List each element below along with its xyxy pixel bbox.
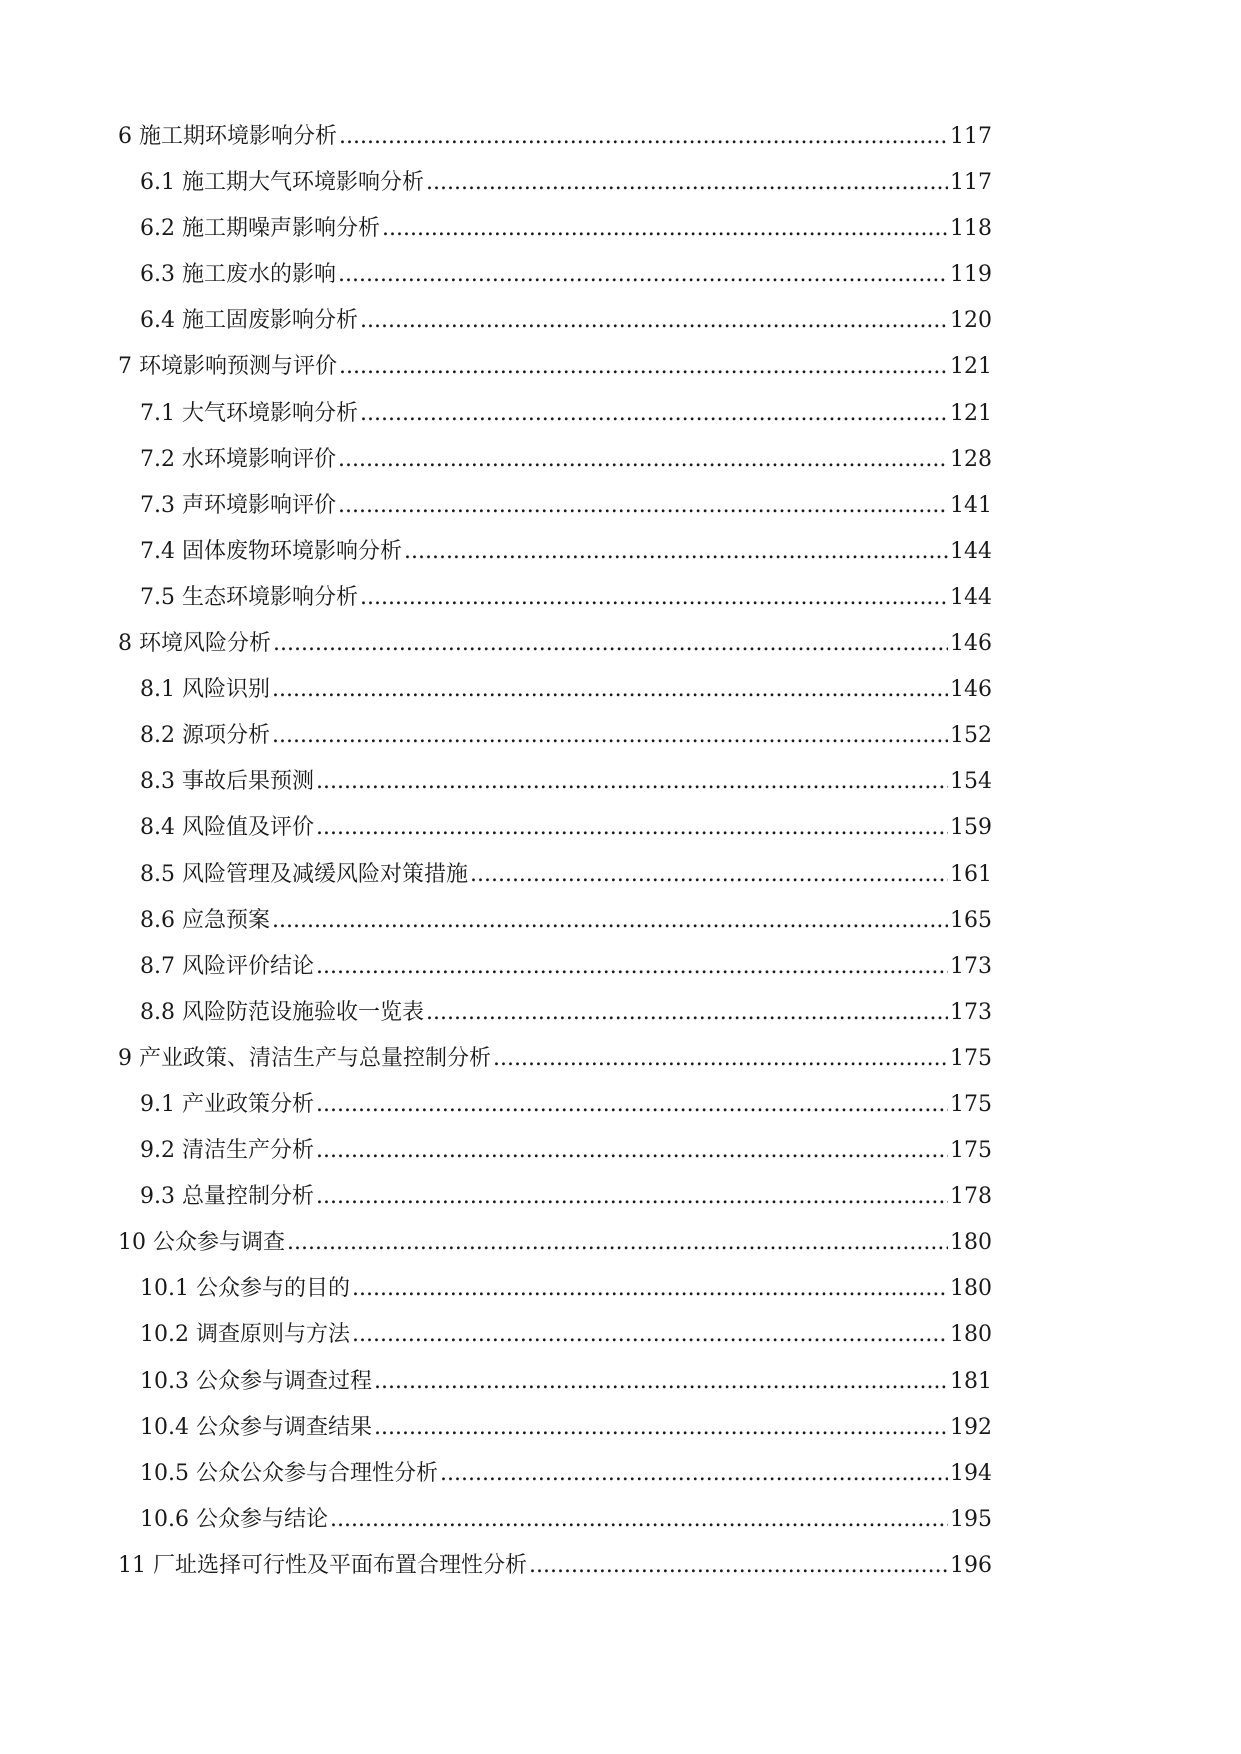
toc-dot-leader	[316, 1140, 948, 1162]
toc-chapter-entry[interactable]	[118, 633, 992, 679]
toc-dot-leader	[339, 126, 948, 148]
toc-dot-leader	[272, 910, 948, 932]
toc-dot-leader	[330, 1509, 948, 1531]
toc-section-entry[interactable]	[118, 1506, 992, 1555]
toc-entry-page-number: 144	[950, 584, 992, 610]
toc-section-entry[interactable]	[118, 446, 992, 495]
toc-chapter-entry[interactable]	[118, 1552, 992, 1601]
toc-section-entry[interactable]	[118, 264, 992, 310]
toc-section-entry[interactable]	[118, 817, 992, 863]
toc-entry-page-number: 194	[950, 1460, 992, 1486]
toc-section-entry[interactable]	[118, 310, 992, 356]
toc-entry-label: 10 公众参与调查	[118, 1230, 285, 1256]
toc-entry-label: 11 厂址选择可行性及平面布置合理性分析	[118, 1552, 527, 1578]
toc-dot-leader	[470, 864, 948, 886]
toc-dot-leader	[316, 1094, 948, 1116]
toc-dot-leader	[360, 587, 948, 609]
toc-entry-page-number: 121	[950, 354, 992, 380]
toc-dot-leader	[338, 264, 948, 286]
toc-entry-label: 10.2 调查原则与方法	[140, 1322, 350, 1348]
toc-section-entry[interactable]	[118, 400, 992, 449]
toc-entry-page-number: 196	[950, 1552, 992, 1578]
toc-entry-page-number: 121	[950, 400, 992, 426]
toc-entry-page-number: 180	[950, 1322, 992, 1348]
toc-entry-label: 7.3 声环境影响评价	[140, 492, 336, 518]
toc-entry-page-number: 117	[950, 170, 992, 196]
toc-section-entry[interactable]	[118, 1186, 992, 1232]
toc-entry-page-number: 146	[950, 631, 992, 657]
toc-dot-leader	[352, 1324, 948, 1346]
toc-chapter-entry[interactable]	[118, 126, 992, 172]
toc-entry-label: 8.2 源项分析	[140, 723, 270, 749]
toc-dot-leader	[529, 1555, 948, 1577]
toc-dot-leader	[339, 356, 948, 378]
toc-entry-label: 7.2 水环境影响评价	[140, 446, 336, 472]
toc-dot-leader	[360, 403, 948, 425]
toc-dot-leader	[316, 956, 948, 978]
toc-section-entry[interactable]	[118, 1460, 992, 1509]
toc-entry-page-number: 180	[950, 1230, 992, 1256]
toc-dot-leader	[338, 449, 948, 471]
table-of-contents	[118, 126, 992, 1601]
toc-dot-leader	[426, 1002, 948, 1024]
toc-dot-leader	[316, 1186, 948, 1208]
toc-section-entry[interactable]	[118, 679, 992, 725]
toc-section-entry[interactable]	[118, 218, 992, 264]
toc-dot-leader	[273, 633, 948, 655]
toc-entry-label: 8.5 风险管理及减缓风险对策措施	[140, 861, 468, 887]
toc-entry-page-number: 117	[950, 124, 992, 149]
toc-entry-label: 6.3 施工废水的影响	[140, 262, 336, 288]
toc-entry-page-number: 120	[950, 308, 992, 334]
toc-entry-label: 7 环境影响预测与评价	[118, 354, 337, 380]
toc-entry-page-number: 161	[950, 861, 992, 887]
toc-entry-page-number: 144	[950, 538, 992, 564]
toc-section-entry[interactable]	[118, 538, 992, 587]
toc-section-entry[interactable]	[118, 1324, 992, 1370]
toc-entry-label: 10.1 公众参与的目的	[140, 1276, 350, 1302]
toc-section-entry[interactable]	[118, 584, 992, 633]
toc-entry-label: 10.6 公众参与结论	[140, 1506, 328, 1532]
toc-entry-label: 7.1 大气环境影响分析	[140, 400, 358, 426]
toc-entry-label: 10.4 公众参与调查结果	[140, 1414, 372, 1440]
toc-entry-label: 7.5 生态环境影响分析	[140, 584, 358, 610]
toc-section-entry[interactable]	[118, 492, 992, 541]
toc-section-entry[interactable]	[118, 907, 992, 956]
toc-section-entry[interactable]	[118, 172, 992, 218]
toc-chapter-entry[interactable]	[118, 356, 992, 402]
toc-section-entry[interactable]	[118, 1414, 992, 1463]
toc-entry-label: 9.2 清洁生产分析	[140, 1138, 314, 1164]
toc-section-entry[interactable]	[118, 1140, 992, 1186]
toc-entry-page-number: 159	[950, 815, 992, 841]
toc-entry-label: 8.8 风险防范设施验收一览表	[140, 999, 424, 1025]
toc-entry-page-number: 175	[950, 1091, 992, 1117]
toc-dot-leader	[352, 1278, 948, 1300]
toc-entry-page-number: 178	[950, 1184, 992, 1210]
toc-entry-page-number: 141	[950, 492, 992, 518]
toc-entry-label: 10.5 公众公众参与合理性分析	[140, 1460, 438, 1486]
toc-chapter-entry[interactable]	[118, 1232, 992, 1278]
toc-section-entry[interactable]	[118, 1091, 992, 1140]
toc-entry-page-number: 192	[950, 1414, 992, 1440]
toc-entry-page-number: 146	[950, 677, 992, 703]
toc-section-entry[interactable]	[118, 861, 992, 910]
toc-entry-page-number: 119	[950, 262, 992, 288]
toc-entry-page-number: 173	[950, 953, 992, 979]
toc-entry-label: 9.1 产业政策分析	[140, 1091, 314, 1117]
toc-dot-leader	[426, 172, 948, 194]
toc-dot-leader	[287, 1232, 948, 1254]
toc-dot-leader	[316, 771, 948, 793]
toc-entry-page-number: 154	[950, 769, 992, 795]
toc-entry-page-number: 195	[950, 1506, 992, 1532]
toc-entry-label: 8.1 风险识别	[140, 677, 270, 703]
toc-dot-leader	[272, 679, 948, 701]
toc-entry-label: 8.6 应急预案	[140, 907, 270, 933]
toc-section-entry[interactable]	[118, 953, 992, 1002]
toc-entry-page-number: 165	[950, 907, 992, 933]
toc-entry-page-number: 175	[950, 1045, 992, 1071]
toc-dot-leader	[374, 1371, 948, 1393]
toc-entry-page-number: 118	[950, 216, 992, 242]
toc-section-entry[interactable]	[118, 1368, 992, 1417]
toc-entry-label: 6.2 施工期噪声影响分析	[140, 216, 380, 242]
toc-entry-page-number: 173	[950, 999, 992, 1025]
toc-entry-page-number: 175	[950, 1138, 992, 1164]
toc-entry-page-number: 180	[950, 1276, 992, 1302]
toc-entry-label: 9.3 总量控制分析	[140, 1184, 314, 1210]
toc-entry-page-number: 128	[950, 446, 992, 472]
toc-entry-label: 7.4 固体废物环境影响分析	[140, 538, 402, 564]
toc-entry-label: 8 环境风险分析	[118, 631, 271, 657]
toc-dot-leader	[360, 310, 948, 332]
toc-entry-label: 6.1 施工期大气环境影响分析	[140, 170, 424, 196]
toc-entry-label: 8.4 风险值及评价	[140, 815, 314, 841]
toc-dot-leader	[404, 541, 948, 563]
toc-entry-label: 9 产业政策、清洁生产与总量控制分析	[118, 1045, 491, 1071]
toc-entry-page-number: 181	[950, 1368, 992, 1394]
toc-dot-leader	[374, 1417, 948, 1439]
toc-section-entry[interactable]	[118, 771, 992, 817]
toc-dot-leader	[272, 725, 948, 747]
toc-dot-leader	[382, 218, 948, 240]
toc-entry-label: 8.3 事故后果预测	[140, 769, 314, 795]
toc-entry-label: 6 施工期环境影响分析	[118, 124, 337, 149]
toc-entry-label: 6.4 施工固废影响分析	[140, 308, 358, 334]
toc-section-entry[interactable]	[118, 999, 992, 1048]
toc-dot-leader	[316, 817, 948, 839]
toc-chapter-entry[interactable]	[118, 1045, 992, 1094]
toc-section-entry[interactable]	[118, 1278, 992, 1324]
toc-section-entry[interactable]	[118, 725, 992, 771]
toc-entry-label: 10.3 公众参与调查过程	[140, 1368, 372, 1394]
toc-entry-page-number: 152	[950, 723, 992, 749]
toc-dot-leader	[440, 1463, 948, 1485]
toc-dot-leader	[493, 1048, 948, 1070]
toc-dot-leader	[338, 495, 948, 517]
toc-entry-label: 8.7 风险评价结论	[140, 953, 314, 979]
